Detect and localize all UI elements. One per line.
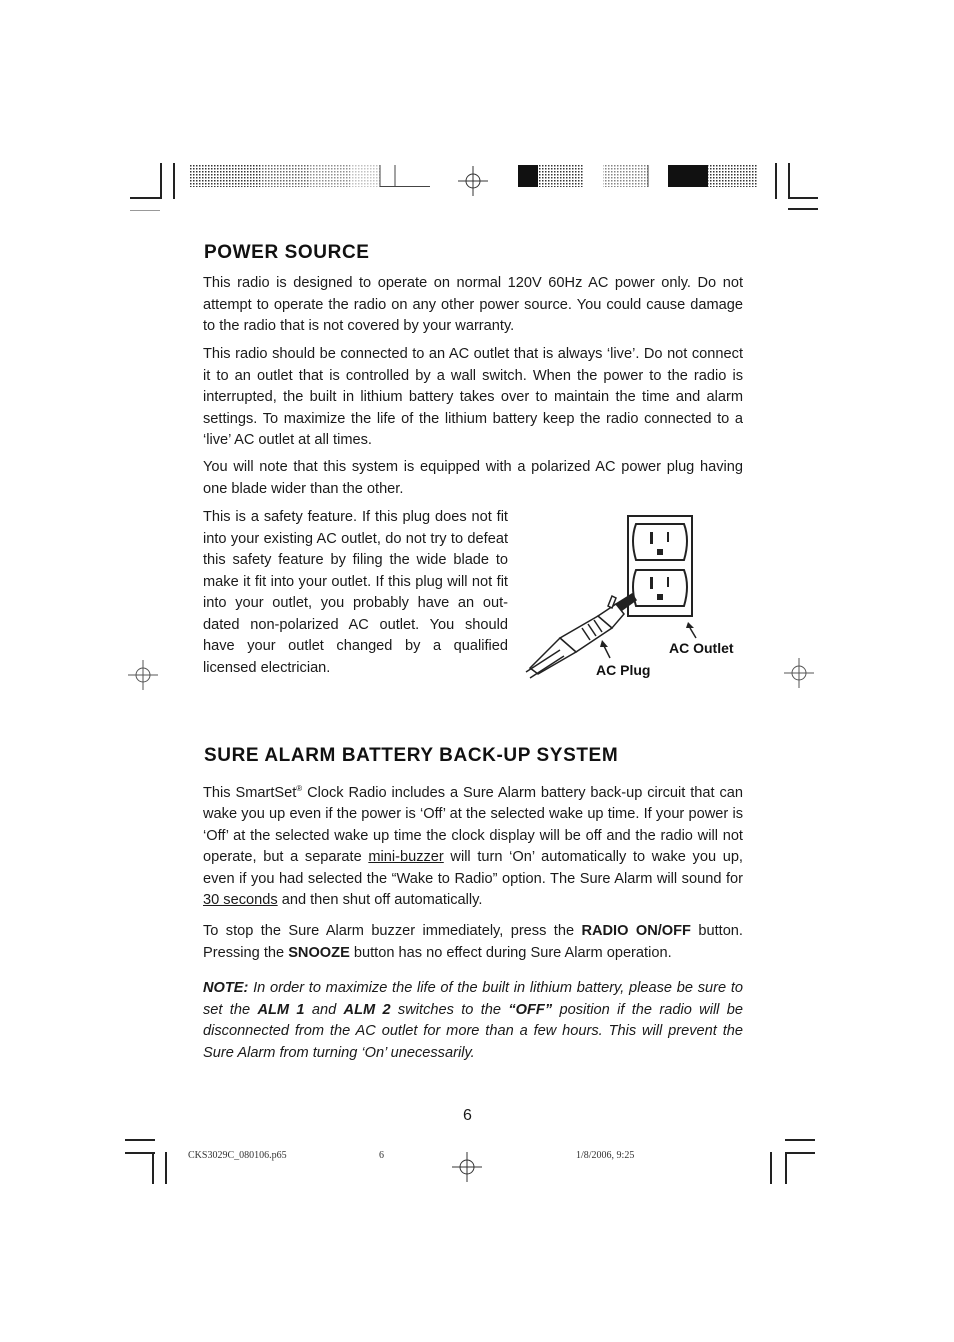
- paragraph: You will note that this system is equipped with a polarized AC power plug having one blade wider than the other.: [203, 459, 743, 497]
- text-run: will turn ‘On’ automatically to wake you up, even if you had selected the “Wake to Radio” option. The Sure Alarm will sound for: [203, 849, 743, 887]
- ac-outlet-label: AC Outlet: [669, 640, 734, 656]
- text-run: button has no effect during Sure Alarm operation.: [349, 944, 672, 961]
- text-run: Clock Radio includes a Sure Alarm battery back-up circuit that can wake you up even if the power is ‘Off’ at the selected wake up time. If your power is ‘Off’ at the selected wake up time the clock display will be off and the radio will not operate, but a separate: [203, 784, 743, 866]
- bold-term: “OFF”: [508, 1001, 553, 1018]
- text-run: button. Pressing the: [203, 923, 743, 961]
- footer-page: 6: [379, 1150, 384, 1161]
- color-bar-left: [190, 165, 430, 187]
- underlined-term: mini-buzzer: [368, 849, 444, 866]
- note-paragraph: [203, 978, 743, 1064]
- text-run: In order to maximize the life of the built in lithium battery, please be sure to set the: [203, 980, 743, 1018]
- registration-mark-left: [128, 660, 158, 695]
- underlined-term: 30 seconds: [203, 892, 278, 909]
- bold-term: RADIO ON/OFF: [581, 923, 691, 939]
- text-run: switches to the: [390, 1001, 509, 1018]
- section-heading-power-source: POWER SOURCE: [204, 242, 370, 263]
- bold-term: ALM 2: [343, 1001, 391, 1018]
- text-run: This SmartSet: [203, 784, 297, 801]
- section-heading-sure-alarm: SURE ALARM BATTERY BACK-UP SYSTEM: [204, 745, 619, 766]
- text-run: and: [304, 1001, 344, 1018]
- registration-mark-right: [784, 658, 814, 693]
- ac-plug-label: AC Plug: [596, 662, 651, 678]
- registered-mark: ®: [296, 784, 303, 793]
- paragraph: [203, 921, 743, 964]
- note-label: NOTE:: [203, 980, 249, 996]
- footer-datetime: 1/8/2006, 9:25: [576, 1150, 635, 1161]
- bold-term: ALM 1: [257, 1001, 305, 1018]
- text-run: To stop the Sure Alarm buzzer immediately, press the: [203, 923, 582, 939]
- paragraph: [203, 778, 743, 912]
- paragraph: This is a safety feature. If this plug does not fit into your existing AC outlet, do not try to defeat this safety feature by filing the wide blade to make it fit into your outlet. If this plug will not fit into your outlet, you probably have an out-dated non-polarized AC outlet. You should have your outlet changed by a qualified licensed electrician.: [203, 509, 508, 676]
- registration-mark-top: [458, 166, 488, 201]
- registration-mark-bottom: [452, 1152, 482, 1187]
- footer-filename: CKS3029C_080106.p65: [188, 1150, 287, 1161]
- text-run: position if the radio will be disconnected from the AC outlet for more than a few hours. This will prevent the Sure Alarm from turning ‘On’ unecessarily.: [203, 1001, 743, 1061]
- color-bar-right: [518, 165, 758, 187]
- bold-term: SNOOZE: [288, 944, 350, 961]
- paragraph: This radio is designed to operate on normal 120V 60Hz AC power only. Do not attempt to operate the radio on any other power source. You could cause damage to the radio that is not covered by your warranty.: [203, 275, 743, 334]
- paragraph: This radio should be connected to an AC outlet that is always ‘live’. Do not connect it to an outlet that is controlled by a wall switch. When the power to the radio is interrupted, the built in lithium battery takes over to maintain the time and alarm settings. To maximize the life of the lithium battery keep the radio connected to a ‘live’ AC outlet at all times.: [203, 346, 743, 448]
- page-number: 6: [463, 1107, 472, 1124]
- text-run: and then shut off automatically.: [277, 892, 483, 909]
